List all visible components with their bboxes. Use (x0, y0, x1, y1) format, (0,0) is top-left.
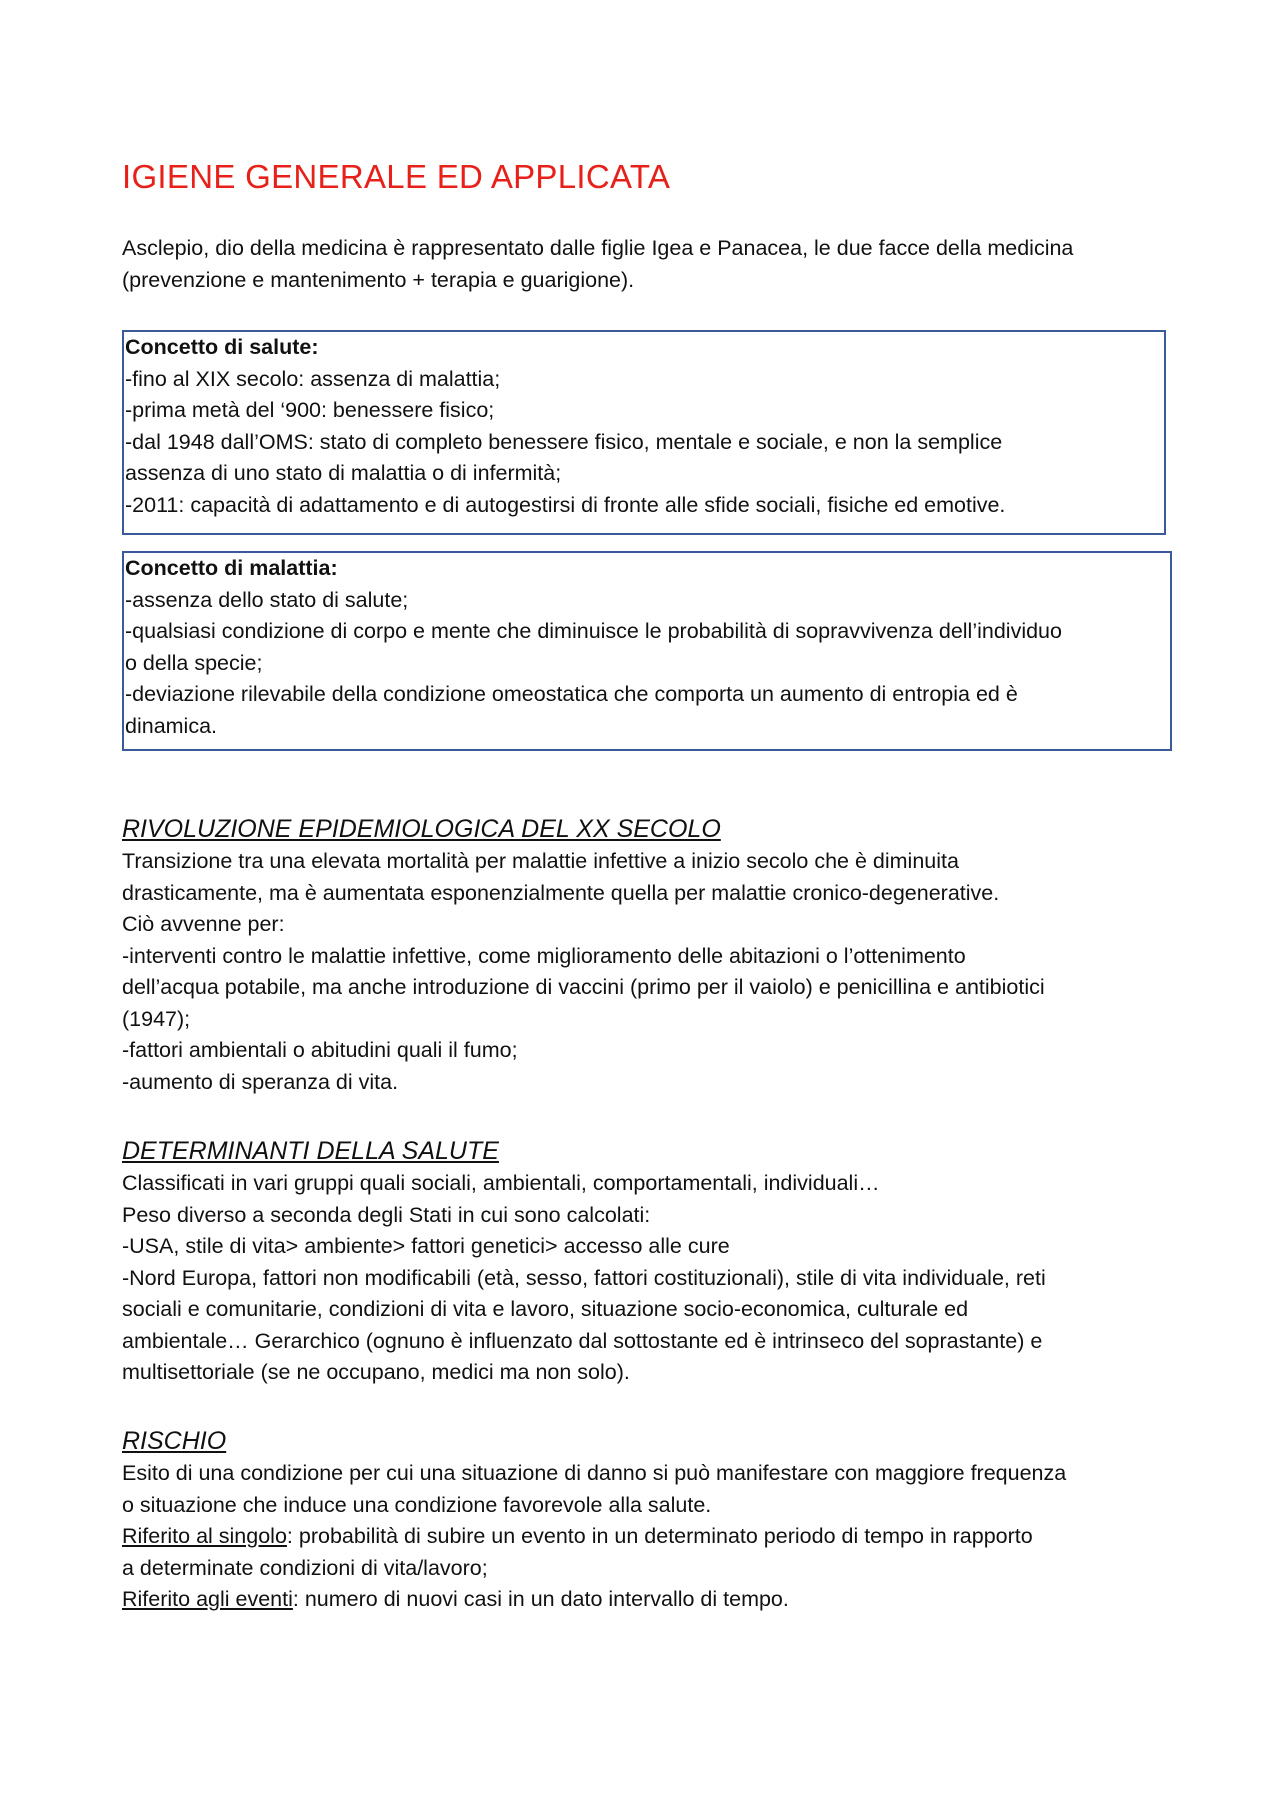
salute-line: -dal 1948 dall’OMS: stato di completo benessere fisico, mentale e sociale, e non la semplice (125, 429, 1003, 454)
eventi-label: Riferito agli eventi (122, 1587, 293, 1611)
concetto-salute-box (122, 330, 1166, 535)
intro-line: (prevenzione e mantenimento + terapia e guarigione). (122, 267, 635, 292)
malattia-line: -deviazione rilevabile della condizione omeostatica che comporta un aumento di entropia ed è (125, 682, 1018, 706)
malattia-line: o della specie; (125, 650, 263, 675)
determinanti-section (122, 1134, 1172, 1389)
rivoluzione-line: Ciò avvenne per: (122, 912, 285, 936)
rivoluzione-line: dell’acqua potabile, ma anche introduzione di vaccini (primo per il vaiolo) e penicillina e antibiotici (122, 975, 1045, 999)
salute-line: -fino al XIX secolo: assenza di malattia; (125, 366, 501, 391)
determinanti-line: Peso diverso a seconda degli Stati in cui sono calcolati: (122, 1202, 651, 1227)
determinanti-line: multisettoriale (se ne occupano, medici ma non solo). (122, 1360, 630, 1384)
rischio-section (122, 1424, 1172, 1616)
salute-line: assenza di uno stato di malattia o di infermità; (125, 461, 562, 485)
rivoluzione-line: -interventi contro le malattie infettive, come miglioramento delle abitazioni o l’ottenimento (122, 943, 966, 968)
concetto-malattia-box (122, 551, 1172, 751)
rivoluzione-section (122, 812, 1172, 1098)
determinanti-heading: DETERMINANTI DELLA SALUTE (122, 1137, 499, 1165)
rivoluzione-heading: RIVOLUZIONE EPIDEMIOLOGICA DEL XX SECOLO (122, 815, 721, 843)
determinanti-line: sociali e comunitarie, condizioni di vita e lavoro, situazione socio-economica, culturale ed (122, 1297, 969, 1321)
rischio-line: Esito di una condizione per cui una situazione di danno si può manifestare con maggiore frequenza (122, 1461, 1067, 1485)
malattia-line: dinamica. (125, 713, 218, 738)
malattia-line: -qualsiasi condizione di corpo e mente che diminuisce le probabilità di sopravvivenza dell’individuo (125, 619, 1062, 643)
determinanti-line: -Nord Europa, fattori non modificabili (età, sesso, fattori costituzionali), stile di vita individuale, reti (122, 1265, 1046, 1290)
determinanti-line: -USA, stile di vita> ambiente> fattori genetici> accesso alle cure (122, 1234, 730, 1258)
singolo-text: : probabilità di subire un evento in un determinato periodo di tempo in rapporto (286, 1524, 1033, 1548)
page-title: IGIENE GENERALE ED APPLICATA (122, 158, 671, 195)
rivoluzione-line: -fattori ambientali o abitudini quali il fumo; (122, 1038, 518, 1062)
eventi-text: : numero di nuovi casi in un dato intervallo di tempo. (292, 1587, 789, 1611)
malattia-line: -assenza dello stato di salute; (125, 587, 409, 612)
rivoluzione-line: drasticamente, ma è aumentata esponenzialmente quella per malattie cronico-degenerative. (122, 880, 1000, 905)
rivoluzione-line: -aumento di speranza di vita. (122, 1069, 399, 1094)
salute-line: -prima metà del ‘900: benessere fisico; (125, 398, 495, 422)
malattia-heading: Concetto di malattia: (125, 556, 338, 580)
rivoluzione-line: (1947); (122, 1006, 191, 1031)
salute-line: -2011: capacità di adattamento e di autogestirsi di fronte alle sfide sociali, fisiche ed emotive. (125, 492, 1006, 517)
determinanti-line: ambientale… Gerarchico (ognuno è influenzato dal sottostante ed è intrinseco del soprastante) e (122, 1328, 1043, 1353)
singolo-label: Riferito al singolo (122, 1524, 287, 1548)
rischio-singolo (122, 1521, 1172, 1553)
rischio-singolo-cont: a determinate condizioni di vita/lavoro; (122, 1555, 488, 1580)
intro-paragraph (122, 233, 1172, 296)
rischio-heading: RISCHIO (122, 1427, 227, 1455)
rischio-eventi (122, 1584, 1172, 1616)
determinanti-line: Classificati in vari gruppi quali sociali, ambientali, comportamentali, individuali… (122, 1171, 880, 1195)
intro-line: Asclepio, dio della medicina è rappresentato dalle figlie Igea e Panacea, le due facce della medicina (122, 236, 1074, 260)
rischio-line: o situazione che induce una condizione favorevole alla salute. (122, 1492, 712, 1517)
rivoluzione-line: Transizione tra una elevata mortalità per malattie infettive a inizio secolo che è diminuita (122, 849, 959, 873)
salute-heading: Concetto di salute: (125, 335, 319, 359)
